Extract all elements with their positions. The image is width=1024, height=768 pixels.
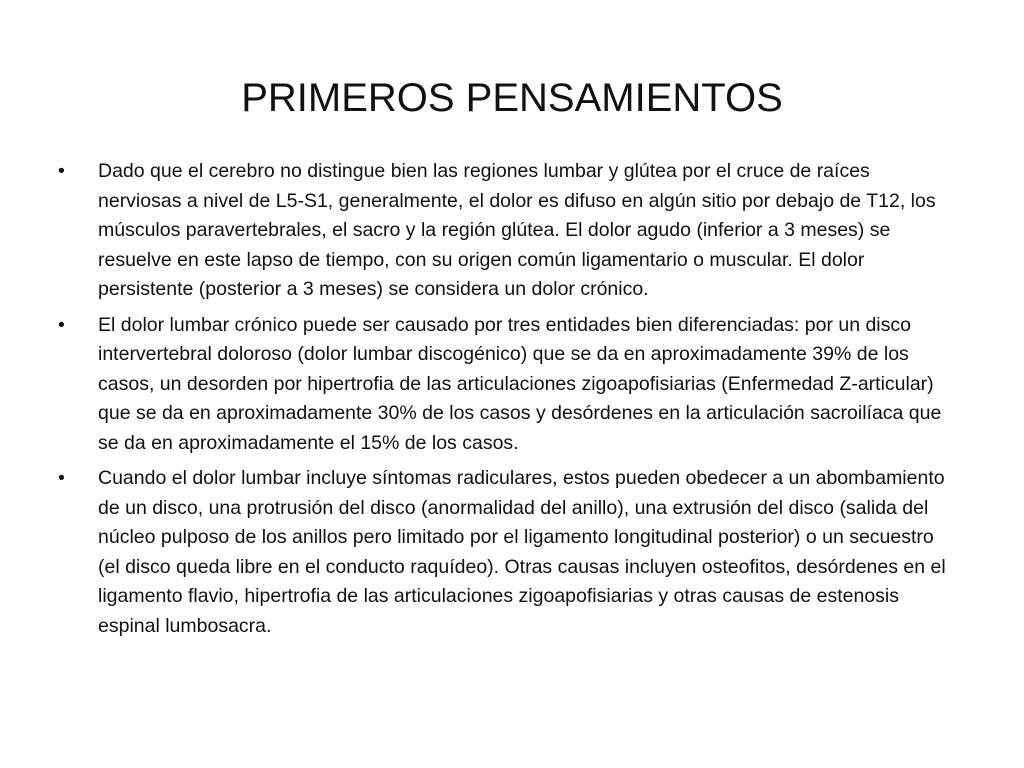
bullet-dot-icon: • [58,467,65,489]
bullet-item [58,311,958,459]
bullet-text: El dolor lumbar crónico puede ser causado por tres entidades bien diferenciadas: por un disco intervertebral doloroso (dolor lumbar discogénico) que se da en aproximadamente 39% de los casos, un desorden por hipertrofia de las articulaciones zigoapofisiarias (Enfermedad Z-articular) que se da en aproximadamente 30% de los casos y desórdenes en la articulación sacroilíaca que se da en aproximadamente el 15% de los casos. [98,313,942,454]
bullet-text: Cuando el dolor lumbar incluye síntomas radiculares, estos pueden obedecer a un abombamiento de un disco, una protrusión del disco (anormalidad del anillo), una extrusión del disco (salida del núcleo pulposo de los anillos pero limitado por el ligamento longitudinal posterior) o un secuestro (el disco queda libre en el conducto raquídeo). Otras causas incluyen osteofitos, desórdenes en el ligamento flavio, hipertrofia de las articulaciones zigoapofisiarias y otras causas de estenosis espinal lumbosacra. [98,467,946,637]
bullet-text: Dado que el cerebro no distingue bien las regiones lumbar y glútea por el cruce de raíces nerviosas a nivel de L5-S1, generalmente, el dolor es difuso en algún sitio por debajo de T12, los músculos paravertebrales, el sacro y la región glútea. El dolor agudo (inferior a 3 meses) se resuelve en este lapso de tiempo, con su origen común ligamentario o muscular. El dolor persistente (posterior a 3 meses) se considera un dolor crónico. [98,160,936,300]
bullet-list [58,157,958,647]
bullet-dot-icon: • [58,313,65,336]
slide-title: PRIMEROS PENSAMIENTOS [241,76,783,120]
bullet-dot-icon: • [58,160,65,182]
bullet-item [58,157,958,305]
bullet-item [58,464,958,641]
